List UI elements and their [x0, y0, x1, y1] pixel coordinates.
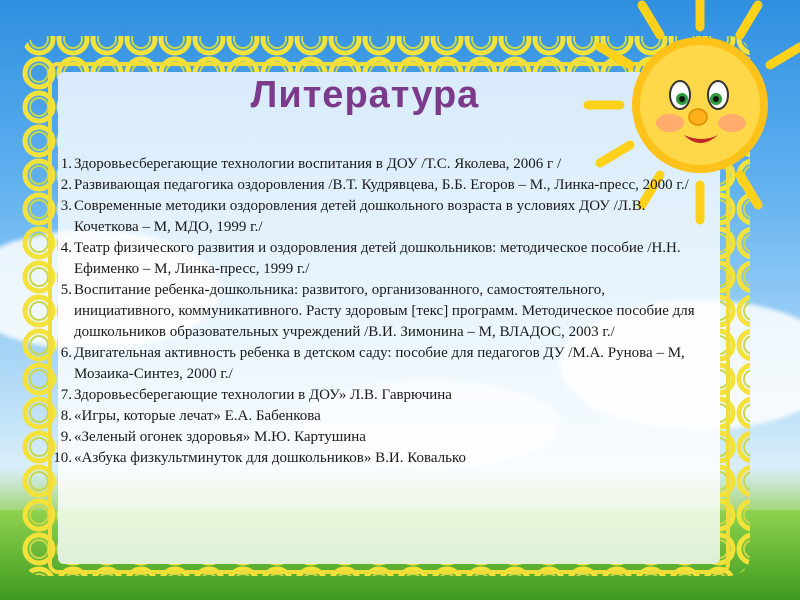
- reference-item: [46, 280, 696, 343]
- reference-item: [46, 385, 696, 406]
- reference-number: 4.: [60, 240, 72, 256]
- reference-number: 9.: [60, 429, 72, 445]
- reference-item: [46, 448, 696, 469]
- reference-text: «Азбука физкультминуток для дошкольников» В.И. Ковалько: [74, 450, 467, 466]
- reference-text: «Зеленый огонек здоровья» М.Ю. Картушина: [74, 429, 366, 445]
- reference-text: Современные методики оздоровления детей дошкольного возраста в условиях ДОУ /Л.В. Кочеткова – М, МДО, 1999 г./: [74, 198, 646, 235]
- reference-text: Воспитание ребенка-дошкольника: развитого, организованного, самостоятельного, инициативного, коммуникативного. Расту здоровым [текс] программ. Методическое пособие для дошкольников образовательных учреждений /В.И. Зимонина – М, ВЛАДОС, 2003 г./: [74, 282, 695, 340]
- reference-number: 10.: [53, 450, 72, 466]
- reference-item: [46, 175, 696, 196]
- reference-item: [46, 406, 696, 427]
- reference-text: Театр физического развития и оздоровления детей дошкольников: методическое пособие /Н.Н. Ефименко – М, Линка-пресс, 1999 г./: [74, 240, 681, 277]
- reference-item: [46, 196, 696, 238]
- page-title: Литература: [250, 74, 480, 116]
- reference-number: 1.: [60, 156, 72, 172]
- reference-text: Здоровьесберегающие технологии воспитания в ДОУ /Т.С. Яколева, 2006 г /: [74, 156, 562, 172]
- reference-text: «Игры, которые лечат» Е.А. Бабенкова: [74, 408, 321, 424]
- reference-item: [46, 238, 696, 280]
- reference-number: 7.: [60, 387, 72, 403]
- reference-text: Здоровьесберегающие технологии в ДОУ» Л.В. Гаврючина: [74, 387, 452, 403]
- reference-text: Двигательная активность ребенка в детском саду: пособие для педагогов ДУ /М.А. Рунова – М, Мозаика-Синтез, 2000 г./: [74, 345, 685, 382]
- reference-item: [46, 427, 696, 448]
- reference-number: 3.: [60, 198, 72, 214]
- reference-item: [46, 154, 696, 175]
- reference-number: 6.: [60, 345, 72, 361]
- reference-number: 2.: [60, 177, 72, 193]
- references-list: [46, 154, 696, 469]
- reference-item: [46, 343, 696, 385]
- reference-text: Развивающая педагогика оздоровления /В.Т. Кудрявцева, Б.Б. Егоров – М., Линка-пресс, 2000 г./: [74, 177, 689, 193]
- reference-number: 8.: [60, 408, 72, 424]
- reference-number: 5.: [60, 282, 72, 298]
